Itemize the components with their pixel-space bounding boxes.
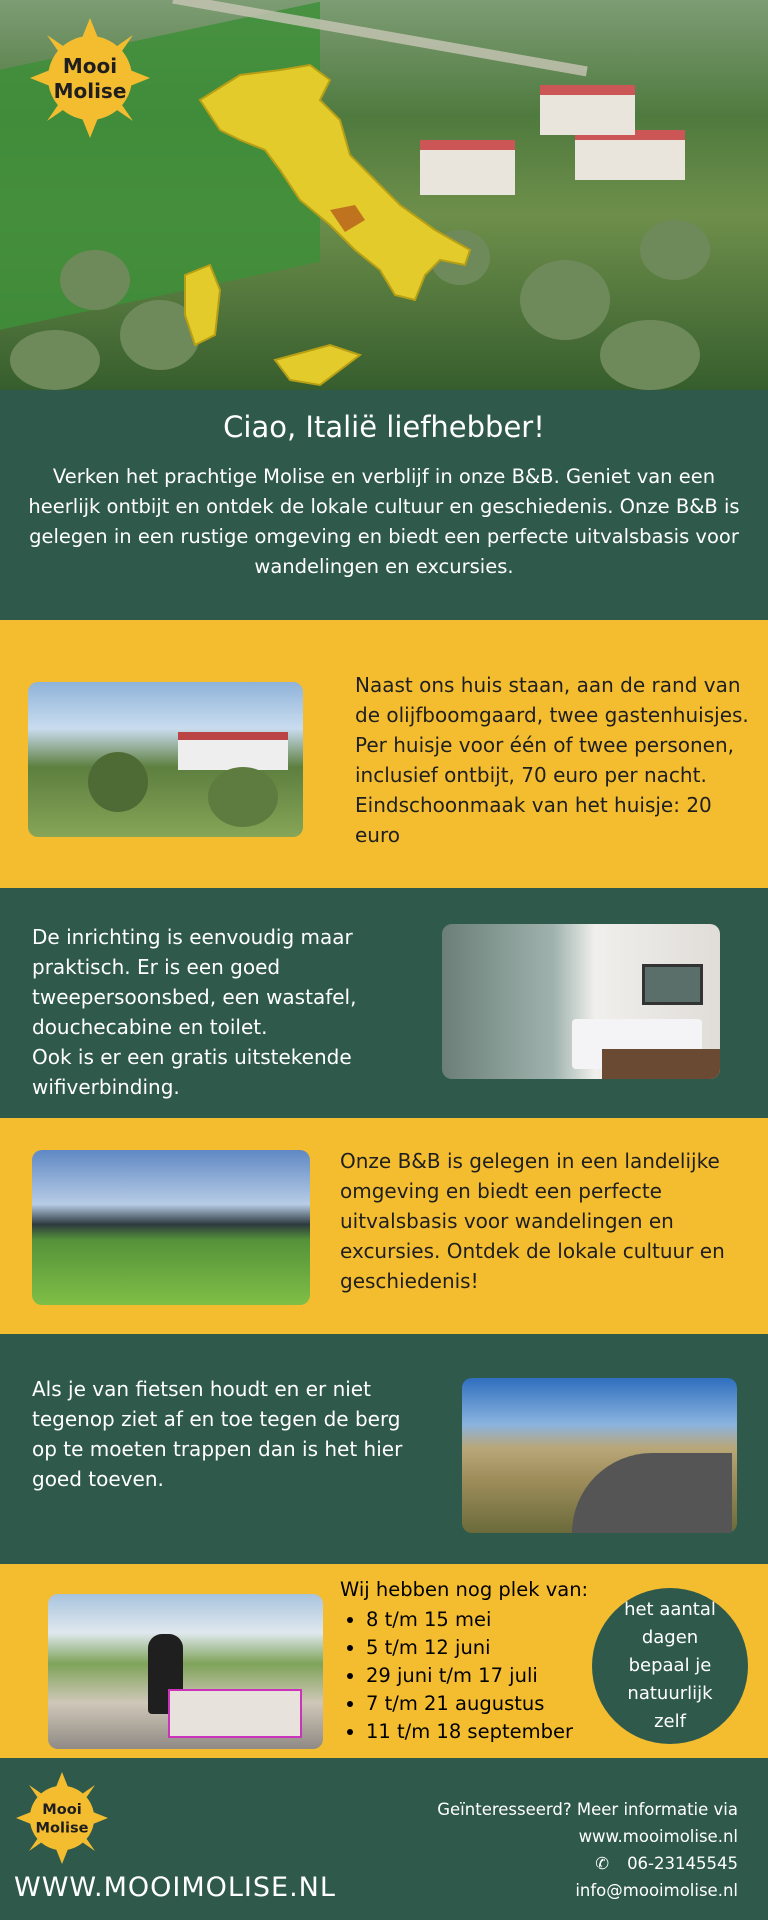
terrace-breakfast-photo xyxy=(48,1594,323,1749)
intro-title: Ciao, Italië liefhebber! xyxy=(223,410,545,444)
footer-phone[interactable] xyxy=(437,1850,738,1877)
date-item: • 7 t/m 21 augustus xyxy=(366,1690,588,1718)
logo-text-1: Mooi xyxy=(62,54,118,78)
section-cycling xyxy=(0,1334,768,1564)
intro-section xyxy=(0,390,768,620)
road-photo xyxy=(462,1378,737,1533)
intro-text: Verken het prachtige Molise en verblijf in onze B&B. Geniet van een heerlijk ontbijt en ontdek de lokale cultuur en geschiedenis. Onze B&B is gelegen in een rustige omgeving en biedt een perfecte uitvalsbasis voor wandelingen en excursies. xyxy=(28,465,740,578)
footer-contact xyxy=(437,1796,738,1904)
footer xyxy=(0,1758,768,1920)
date-item: • 8 t/m 15 mei xyxy=(366,1606,588,1634)
guesthouse-photo xyxy=(28,682,303,837)
hero-aerial-photo xyxy=(0,0,768,390)
footer-phone-number: 06-23145545 xyxy=(627,1854,738,1873)
availability-list xyxy=(340,1576,588,1746)
section1-text: Naast ons huis staan, aan de rand van de olijfboomgaard, twee gastenhuisjes. Per huisje voor één of twee personen, inclusief ontbijt, 70 euro per nacht. Eindschoonmaak van het huisje: 20 euro xyxy=(355,673,749,847)
circle-text: het aantal dagen bepaal je natuurlijk zelf xyxy=(624,1599,716,1732)
footer-email-link[interactable]: info@mooimolise.nl xyxy=(575,1881,738,1900)
sun-logo-footer xyxy=(16,1772,108,1864)
bedroom-photo xyxy=(442,924,720,1079)
countryside-photo xyxy=(32,1150,310,1305)
section2-text: De inrichting is eenvoudig maar praktisch. Er is een goed tweepersoonsbed, een wastafel, douchecabine en toilet. Ook is er een gratis uitstekende wifiverbinding. xyxy=(32,925,357,1099)
date-item: • 5 t/m 12 juni xyxy=(366,1634,588,1662)
footer-interested: Geïnteresseerd? Meer informatie via xyxy=(437,1800,738,1819)
footer-logo-text-1: Mooi xyxy=(42,1801,82,1819)
availability-title: Wij hebben nog plek van: xyxy=(340,1578,589,1601)
logo-text-2: Molise xyxy=(53,79,127,103)
date-item: • 29 juni t/m 17 juli xyxy=(366,1662,588,1690)
footer-logo-text-2: Molise xyxy=(35,1819,89,1837)
italy-map-icon xyxy=(180,60,480,390)
section-interior xyxy=(0,888,768,1118)
section4-text: Als je van fietsen houdt en er niet tegenop ziet af en toe tegen de berg op te moeten trappen dan is het hier goed toeven. xyxy=(32,1377,403,1491)
days-circle-badge xyxy=(592,1588,748,1744)
section3-text: Onze B&B is gelegen in een landelijke omgeving en biedt een perfecte uitvalsbasis voor wandelingen en excursies. Ontdek de lokale cultuur en geschiedenis! xyxy=(340,1149,725,1293)
footer-website-link[interactable]: www.mooimolise.nl xyxy=(578,1827,738,1846)
section-guesthouses xyxy=(0,620,768,888)
section-countryside xyxy=(0,1118,768,1334)
phone-icon: ✆ xyxy=(595,1854,610,1873)
footer-big-url[interactable]: WWW.MOOIMOLISE.NL xyxy=(14,1872,336,1903)
sun-logo xyxy=(30,18,150,138)
date-item: • 11 t/m 18 september xyxy=(366,1718,588,1746)
